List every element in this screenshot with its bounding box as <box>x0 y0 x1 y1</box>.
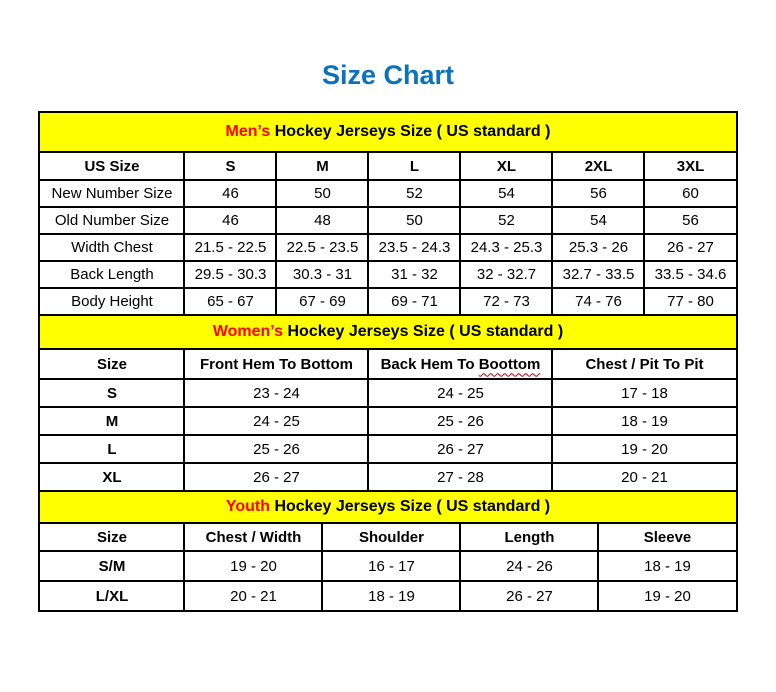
size-value-cell: 18 - 19 <box>598 551 736 581</box>
mens-banner <box>39 112 736 152</box>
womens-size-table <box>38 314 737 492</box>
size-value-cell: 52 <box>368 180 460 207</box>
table-row <box>39 288 736 315</box>
size-value-cell: 50 <box>276 180 368 207</box>
size-value-cell: 25.3 - 26 <box>552 234 644 261</box>
table-row <box>39 261 736 288</box>
size-value-cell: 24.3 - 25.3 <box>460 234 552 261</box>
size-value-cell: 18 - 19 <box>322 581 460 611</box>
size-value-cell: 32 - 32.7 <box>460 261 552 288</box>
table-row <box>39 551 736 581</box>
size-value-cell: 19 - 20 <box>598 581 736 611</box>
size-value-cell: 21.5 - 22.5 <box>184 234 276 261</box>
table-row <box>39 207 736 234</box>
size-value-cell: 26 - 27 <box>368 435 552 463</box>
womens-banner-accent: Women’s <box>212 323 284 340</box>
size-value-cell: 24 - 25 <box>368 379 552 407</box>
size-value-cell: 29.5 - 30.3 <box>184 261 276 288</box>
womens-col-header-text: Back Hem To <box>380 355 479 373</box>
womens-col-header: Front Hem To Bottom <box>184 349 368 379</box>
womens-banner-cell <box>39 315 736 349</box>
row-label: M <box>39 407 184 435</box>
row-label: S <box>39 379 184 407</box>
row-label: L/XL <box>39 581 184 611</box>
size-value-cell: 50 <box>368 207 460 234</box>
mens-col-header: M <box>276 152 368 180</box>
size-value-cell: 69 - 71 <box>368 288 460 315</box>
womens-banner <box>39 315 736 349</box>
womens-header-row <box>39 349 736 379</box>
size-value-cell: 22.5 - 23.5 <box>276 234 368 261</box>
youth-col-header: Chest / Width <box>184 523 322 551</box>
mens-size-table <box>38 111 737 316</box>
youth-banner-accent: Youth <box>225 498 270 515</box>
size-value-cell: 19 - 20 <box>184 551 322 581</box>
size-value-cell: 31 - 32 <box>368 261 460 288</box>
mens-banner-cell <box>39 112 736 152</box>
table-row <box>39 180 736 207</box>
size-value-cell: 25 - 26 <box>368 407 552 435</box>
size-chart-page <box>0 60 776 612</box>
row-label: XL <box>39 463 184 491</box>
row-label: Body Height <box>39 288 184 315</box>
mens-banner-accent: Men’s <box>225 123 271 140</box>
size-value-cell: 74 - 76 <box>552 288 644 315</box>
size-value-cell: 65 - 67 <box>184 288 276 315</box>
womens-col-header: Size <box>39 349 184 379</box>
youth-header-row <box>39 523 736 551</box>
size-value-cell: 67 - 69 <box>276 288 368 315</box>
size-value-cell: 16 - 17 <box>322 551 460 581</box>
size-value-cell: 30.3 - 31 <box>276 261 368 288</box>
size-value-cell: 19 - 20 <box>552 435 736 463</box>
size-value-cell: 17 - 18 <box>552 379 736 407</box>
size-value-cell: 54 <box>552 207 644 234</box>
mens-header-row <box>39 152 736 180</box>
womens-col-header <box>368 349 552 379</box>
youth-col-header: Shoulder <box>322 523 460 551</box>
size-value-cell: 23 - 24 <box>184 379 368 407</box>
size-value-cell: 32.7 - 33.5 <box>552 261 644 288</box>
youth-col-header: Size <box>39 523 184 551</box>
size-value-cell: 48 <box>276 207 368 234</box>
youth-col-header: Length <box>460 523 598 551</box>
womens-col-header: Chest / Pit To Pit <box>552 349 736 379</box>
row-label: L <box>39 435 184 463</box>
size-value-cell: 20 - 21 <box>552 463 736 491</box>
youth-col-header: Sleeve <box>598 523 736 551</box>
row-label: Back Length <box>39 261 184 288</box>
size-value-cell: 26 - 27 <box>644 234 736 261</box>
row-label: S/M <box>39 551 184 581</box>
size-value-cell: 77 - 80 <box>644 288 736 315</box>
table-row <box>39 234 736 261</box>
size-value-cell: 60 <box>644 180 736 207</box>
mens-col-header: US Size <box>39 152 184 180</box>
youth-banner <box>39 491 736 523</box>
womens-banner-text: Hockey Jerseys Size ( US standard ) <box>283 323 564 340</box>
row-label: New Number Size <box>39 180 184 207</box>
size-value-cell: 24 - 26 <box>460 551 598 581</box>
table-row <box>39 435 736 463</box>
size-value-cell: 18 - 19 <box>552 407 736 435</box>
mens-col-header: S <box>184 152 276 180</box>
size-value-cell: 20 - 21 <box>184 581 322 611</box>
size-value-cell: 23.5 - 24.3 <box>368 234 460 261</box>
table-row <box>39 407 736 435</box>
size-value-cell: 54 <box>460 180 552 207</box>
page-title: Size Chart <box>321 60 455 90</box>
size-value-cell: 26 - 27 <box>460 581 598 611</box>
size-value-cell: 24 - 25 <box>184 407 368 435</box>
size-value-cell: 26 - 27 <box>184 463 368 491</box>
row-label: Old Number Size <box>39 207 184 234</box>
youth-banner-text: Hockey Jerseys Size ( US standard ) <box>270 498 551 515</box>
youth-size-table <box>38 490 737 612</box>
size-value-cell: 27 - 28 <box>368 463 552 491</box>
mens-col-header: 3XL <box>644 152 736 180</box>
mens-banner-text: Hockey Jerseys Size ( US standard ) <box>270 123 551 140</box>
youth-banner-cell <box>39 491 736 523</box>
size-value-cell: 52 <box>460 207 552 234</box>
size-value-cell: 25 - 26 <box>184 435 368 463</box>
size-value-cell: 33.5 - 34.6 <box>644 261 736 288</box>
size-value-cell: 72 - 73 <box>460 288 552 315</box>
mens-col-header: L <box>368 152 460 180</box>
size-value-cell: 46 <box>184 180 276 207</box>
mens-col-header: 2XL <box>552 152 644 180</box>
size-value-cell: 46 <box>184 207 276 234</box>
size-value-cell: 56 <box>644 207 736 234</box>
womens-col-header-typo: Boottom <box>478 355 541 373</box>
mens-col-header: XL <box>460 152 552 180</box>
row-label: Width Chest <box>39 234 184 261</box>
size-value-cell: 56 <box>552 180 644 207</box>
table-row <box>39 581 736 611</box>
table-row <box>39 463 736 491</box>
table-row <box>39 379 736 407</box>
